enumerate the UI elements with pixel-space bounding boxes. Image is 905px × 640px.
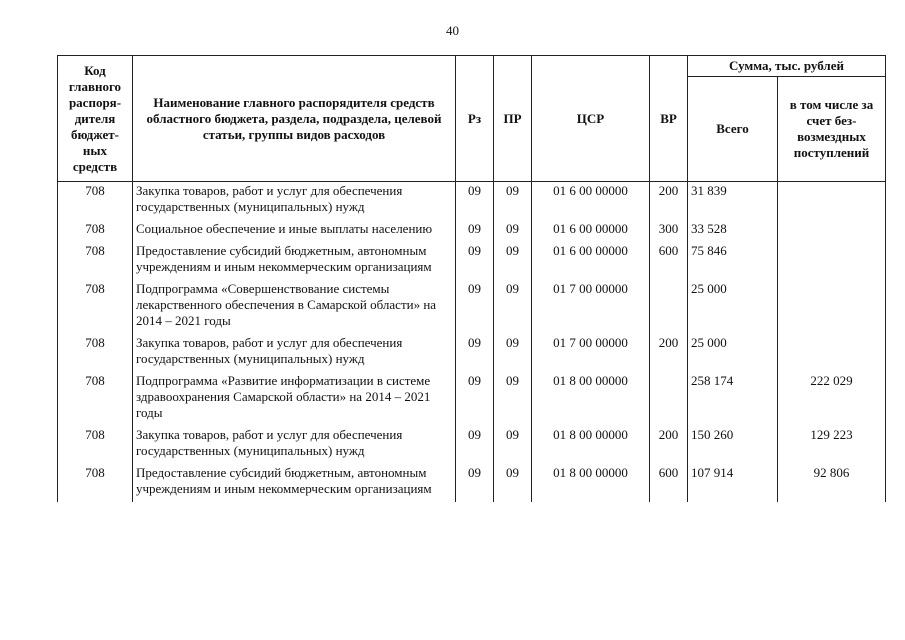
cell-code: 708 — [58, 182, 133, 221]
cell-csr: 01 8 00 00000 — [532, 464, 650, 502]
cell-rz: 09 — [456, 334, 494, 372]
cell-free — [778, 280, 886, 334]
cell-code: 708 — [58, 464, 133, 502]
header-rz: Рз — [456, 56, 494, 182]
table-row — [58, 334, 886, 372]
cell-free — [778, 182, 886, 221]
cell-csr: 01 6 00 00000 — [532, 220, 650, 242]
cell-vr: 200 — [650, 182, 688, 221]
table-row — [58, 372, 886, 426]
table-row — [58, 242, 886, 280]
cell-csr: 01 8 00 00000 — [532, 372, 650, 426]
cell-pr: 09 — [494, 426, 532, 464]
cell-code: 708 — [58, 280, 133, 334]
cell-free: 92 806 — [778, 464, 886, 502]
cell-free — [778, 334, 886, 372]
header-sum: Сумма, тыс. рублей — [688, 56, 886, 77]
table-row — [58, 220, 886, 242]
header-pr: ПР — [494, 56, 532, 182]
header-total: Всего — [688, 77, 778, 182]
cell-pr: 09 — [494, 372, 532, 426]
cell-pr: 09 — [494, 334, 532, 372]
cell-total: 33 528 — [688, 220, 778, 242]
cell-total: 75 846 — [688, 242, 778, 280]
cell-vr — [650, 280, 688, 334]
cell-code: 708 — [58, 220, 133, 242]
table-row — [58, 426, 886, 464]
cell-vr: 200 — [650, 426, 688, 464]
cell-name: Подпрограмма «Развитие информатизации в системе здравоохранения Самарской области» на 2014 – 2021 годы — [133, 372, 456, 426]
cell-total: 31 839 — [688, 182, 778, 221]
cell-vr: 600 — [650, 242, 688, 280]
cell-total: 25 000 — [688, 280, 778, 334]
cell-vr: 600 — [650, 464, 688, 502]
page-number: 40 — [446, 23, 459, 38]
cell-csr: 01 7 00 00000 — [532, 334, 650, 372]
cell-name: Предоставление субсидий бюджетным, автономным учреждениям и иным некоммерческим организациям — [133, 242, 456, 280]
table-row — [58, 280, 886, 334]
cell-pr: 09 — [494, 182, 532, 221]
cell-name: Подпрограмма «Совершенствование системы лекарственного обеспечения в Самарской области» на 2014 – 2021 годы — [133, 280, 456, 334]
cell-rz: 09 — [456, 464, 494, 502]
cell-name: Социальное обеспечение и иные выплаты населению — [133, 220, 456, 242]
cell-code: 708 — [58, 426, 133, 464]
header-csr: ЦСР — [532, 56, 650, 182]
cell-name: Закупка товаров, работ и услуг для обеспечения государственных (муниципальных) нужд — [133, 182, 456, 221]
header-free: в том числе за счет без-возмездных поступлений — [778, 77, 886, 182]
cell-pr: 09 — [494, 242, 532, 280]
cell-free — [778, 242, 886, 280]
cell-pr: 09 — [494, 220, 532, 242]
cell-rz: 09 — [456, 372, 494, 426]
cell-total: 107 914 — [688, 464, 778, 502]
budget-table — [57, 55, 886, 502]
cell-free: 129 223 — [778, 426, 886, 464]
header-code: Код главного распоря-дителя бюджет-ных средств — [58, 56, 133, 182]
table-row — [58, 464, 886, 502]
header-vr: ВР — [650, 56, 688, 182]
cell-total: 25 000 — [688, 334, 778, 372]
cell-name: Закупка товаров, работ и услуг для обеспечения государственных (муниципальных) нужд — [133, 426, 456, 464]
header-name: Наименование главного распорядителя средств областного бюджета, раздела, подраздела, целевой статьи, группы видов расходов — [133, 56, 456, 182]
cell-pr: 09 — [494, 280, 532, 334]
cell-vr: 200 — [650, 334, 688, 372]
cell-total: 258 174 — [688, 372, 778, 426]
cell-rz: 09 — [456, 426, 494, 464]
table-row — [58, 182, 886, 221]
cell-pr: 09 — [494, 464, 532, 502]
cell-rz: 09 — [456, 280, 494, 334]
cell-csr: 01 7 00 00000 — [532, 280, 650, 334]
cell-rz: 09 — [456, 220, 494, 242]
cell-code: 708 — [58, 334, 133, 372]
cell-vr: 300 — [650, 220, 688, 242]
cell-name: Закупка товаров, работ и услуг для обеспечения государственных (муниципальных) нужд — [133, 334, 456, 372]
cell-csr: 01 6 00 00000 — [532, 182, 650, 221]
cell-code: 708 — [58, 372, 133, 426]
cell-total: 150 260 — [688, 426, 778, 464]
cell-rz: 09 — [456, 182, 494, 221]
cell-code: 708 — [58, 242, 133, 280]
cell-free — [778, 220, 886, 242]
table-body — [58, 182, 886, 503]
cell-free: 222 029 — [778, 372, 886, 426]
cell-rz: 09 — [456, 242, 494, 280]
cell-csr: 01 8 00 00000 — [532, 426, 650, 464]
cell-csr: 01 6 00 00000 — [532, 242, 650, 280]
cell-name: Предоставление субсидий бюджетным, автономным учреждениям и иным некоммерческим организациям — [133, 464, 456, 502]
cell-vr — [650, 372, 688, 426]
